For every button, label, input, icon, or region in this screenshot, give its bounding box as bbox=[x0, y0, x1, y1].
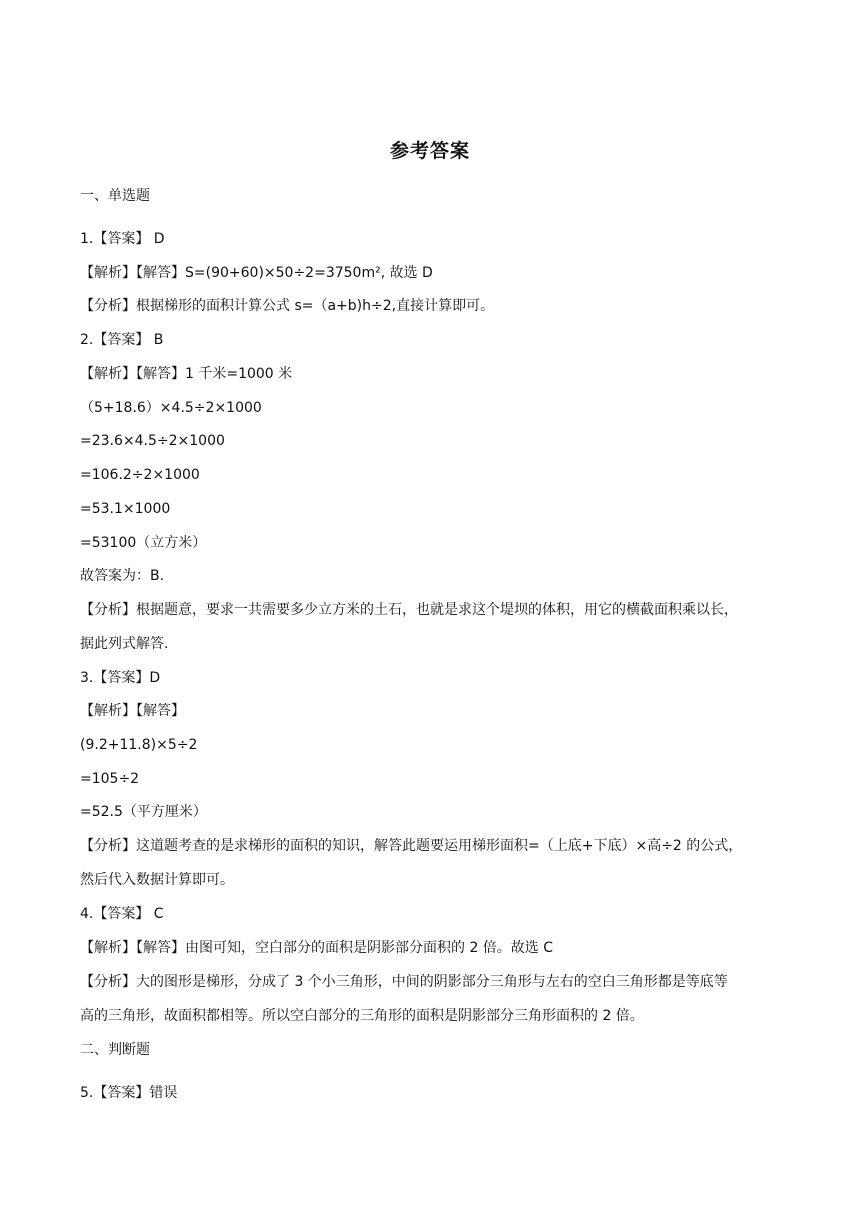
section-heading: 二、判断题 bbox=[80, 1042, 150, 1058]
calculation-line: =106.2÷2×1000 bbox=[80, 467, 200, 483]
calculation-line: =53.1×1000 bbox=[80, 501, 171, 517]
calculation-line: (9.2+11.8)×5÷2 bbox=[80, 737, 198, 753]
explanation-line: 【解析】【解答】S=(90+60)×50÷2=3750m², 故选 D bbox=[80, 265, 433, 281]
analysis-line: 【分析】这道题考查的是求梯形的面积的知识，解答此题要运用梯形面积=（上底+下底）×高÷2 的公式， bbox=[80, 838, 743, 854]
analysis-line: 据此列式解答. bbox=[80, 636, 169, 652]
analysis-line: 【分析】根据题意，要求一共需要多少立方米的土石，也就是求这个堤坝的体积，用它的横截面积乘以长， bbox=[80, 602, 738, 618]
analysis-line: 【分析】大的图形是梯形，分成了 3 个小三角形，中间的阴影部分三角形与左右的空白三角形都是等底等 bbox=[80, 974, 728, 990]
calculation-line: =105÷2 bbox=[80, 771, 140, 787]
calculation-line: （5+18.6）×4.5÷2×1000 bbox=[80, 400, 262, 416]
answer-line: 2.【答案】 B bbox=[80, 332, 164, 348]
conclusion-line: 故答案为：B. bbox=[80, 568, 165, 584]
page-title: 参考答案 bbox=[389, 140, 470, 162]
explanation-line: 【解析】【解答】 bbox=[80, 703, 185, 719]
explanation-line: 【解析】【解答】1 千米=1000 米 bbox=[80, 366, 293, 382]
calculation-line: =53100（立方米） bbox=[80, 535, 207, 551]
calculation-line: =52.5（平方厘米） bbox=[80, 804, 207, 820]
calculation-line: =23.6×4.5÷2×1000 bbox=[80, 433, 225, 449]
answer-line: 1.【答案】 D bbox=[80, 231, 165, 247]
explanation-line: 【解析】【解答】由图可知，空白部分的面积是阴影部分面积的 2 倍。故选 C bbox=[80, 940, 554, 956]
section-heading: 一、单选题 bbox=[80, 188, 150, 204]
answer-line: 5.【答案】错误 bbox=[80, 1085, 178, 1101]
analysis-line: 然后代入数据计算即可。 bbox=[80, 872, 234, 888]
analysis-line: 高的三角形，故面积都相等。所以空白部分的三角形的面积是阴影部分三角形面积的 2 倍。 bbox=[80, 1008, 644, 1024]
analysis-line: 【分析】根据梯形的面积计算公式 s=（a+b)h÷2,直接计算即可。 bbox=[80, 298, 495, 314]
answer-line: 4.【答案】 C bbox=[80, 906, 164, 922]
answer-line: 3.【答案】D bbox=[80, 670, 161, 686]
